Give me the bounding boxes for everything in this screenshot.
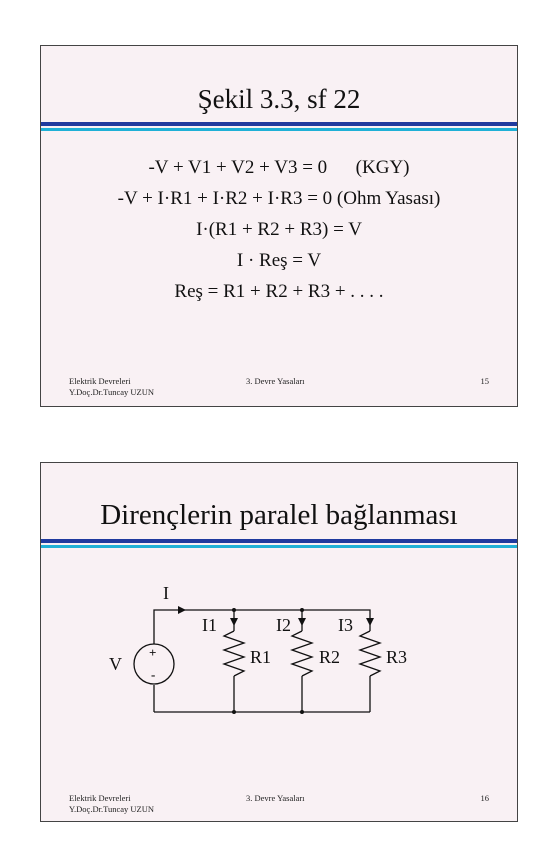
- source-plus-sign: +: [149, 645, 157, 660]
- branch-current-i1-label: I1: [202, 615, 217, 635]
- footer-chapter: 3. Devre Yasaları: [246, 793, 305, 803]
- equation-kgy: -V + V1 + V2 + V3 = 0 (KGY): [148, 157, 410, 178]
- resistor-r3-zigzag: [360, 631, 380, 676]
- parallel-circuit-diagram: [41, 463, 517, 821]
- equation-list: [41, 152, 517, 307]
- resistor-r1-label: R1: [250, 647, 272, 667]
- footer-page-number: 16: [480, 793, 489, 803]
- branch-2-current-arrow: [298, 618, 306, 626]
- junction-node: [232, 608, 236, 612]
- junction-node: [232, 710, 236, 714]
- resistor-r2-zigzag: [292, 631, 312, 676]
- branch-1-current-arrow: [230, 618, 238, 626]
- resistor-r2-label: R2: [319, 647, 341, 667]
- footer-course-author: [69, 793, 154, 815]
- branch-current-i2-label: I2: [276, 615, 291, 635]
- source-minus-sign: -: [151, 667, 156, 682]
- footer-chapter: 3. Devre Yasaları: [246, 376, 305, 386]
- resistor-r1-zigzag: [224, 631, 244, 676]
- slide-title: Dirençlerin paralel bağlanması: [100, 499, 458, 531]
- footer-page-number: 15: [480, 376, 489, 386]
- equation-equivalent: I · Reş = V: [236, 250, 322, 271]
- equation-ohm: -V + I·R1 + I·R2 + I·R3 = 0 (Ohm Yasası): [117, 188, 441, 209]
- branch-current-i3-label: I3: [338, 615, 353, 635]
- footer-course-author: [69, 376, 154, 398]
- footer-author: Y.Doç.Dr.Tuncay UZUN: [69, 804, 154, 814]
- equation-factored: I·(R1 + R2 + R3) = V: [196, 219, 362, 240]
- footer-course: Elektrik Devreleri: [69, 793, 131, 803]
- junction-node: [300, 710, 304, 714]
- slide-16: [40, 462, 518, 822]
- resistor-r3-label: R3: [386, 647, 408, 667]
- footer-author: Y.Doç.Dr.Tuncay UZUN: [69, 387, 154, 397]
- main-current-label: I: [163, 583, 169, 603]
- slide-title: Şekil 3.3, sf 22: [197, 84, 361, 114]
- equation-sum: Reş = R1 + R2 + R3 + . . . .: [174, 281, 384, 302]
- branch-3-current-arrow: [366, 618, 374, 626]
- junction-node: [300, 608, 304, 612]
- main-current-arrow: [178, 606, 186, 614]
- source-voltage-label: V: [109, 654, 122, 674]
- footer-course: Elektrik Devreleri: [69, 376, 131, 386]
- slide-15: [40, 45, 518, 407]
- title-divider: [41, 122, 517, 131]
